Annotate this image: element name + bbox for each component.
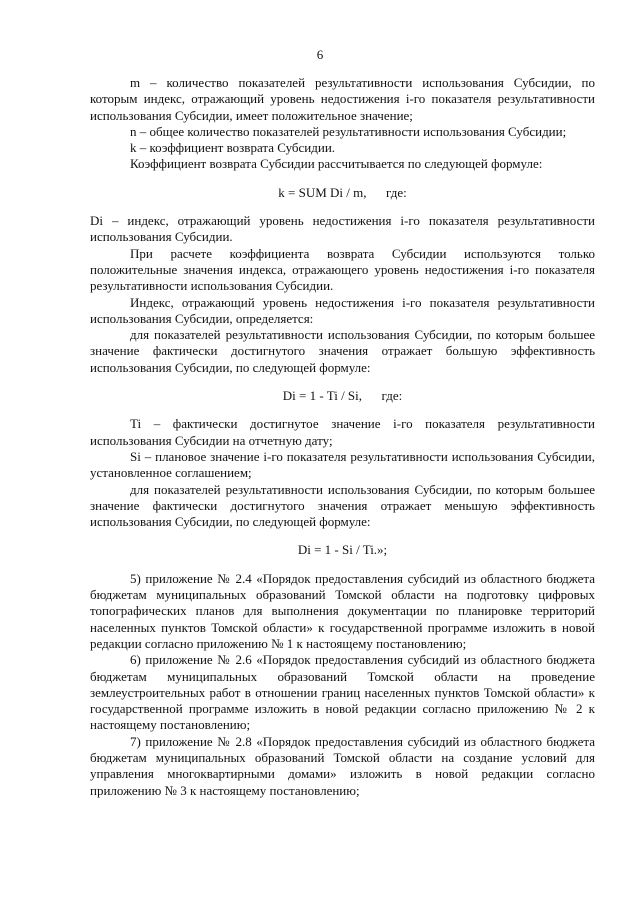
formula-di-si-ti: Di = 1 - Si / Ti.»; xyxy=(297,542,388,558)
paragraph-m-definition: m – количество показателей результативности использования Субсидии, по которым индекс, отражающий уровень недостижения i-го показателя результативности использования Субсидии, имеет положительное значение; xyxy=(90,75,595,123)
paragraph-greater-more-effective: для показателей результативности использования Субсидии, по которым большее значение фактически достигнутого значения отражает большую эффективность использования Субсидии, по следующей формуле: xyxy=(90,327,595,375)
paragraph-si-definition: Si – плановое значение i-го показателя результативности использования Субсидии, установленное соглашением; xyxy=(90,448,595,481)
document-body xyxy=(90,75,595,799)
paragraph-item-5: 5) приложение № 2.4 «Порядок предоставления субсидий из областного бюджета бюджетам муниципальных образований Томской области на подготовку цифровых топографических планов для выполнения документации по планировке территорий населенных пунктов Томской области» к государственной программе изложить в новой редакции согласно приложению № 1 к настоящему постановлению; xyxy=(90,570,595,651)
paragraph-index-determined: Индекс, отражающий уровень недостижения i-го показателя результативности использования Субсидии, определяется: xyxy=(90,294,595,326)
paragraph-n-definition: n – общее количество показателей результативности использования Субсидии; xyxy=(130,123,567,139)
paragraph-item-6: 6) приложение № 2.6 «Порядок предоставления субсидий из областного бюджета бюджетам муниципальных образований Томской области на проведение землеустроительных работ в отношении границ населенных пунктов Томской области» к государственной программе изложить в новой редакции согласно приложению № 2 к настоящему постановлению; xyxy=(90,652,595,733)
paragraph-item-7: 7) приложение № 2.8 «Порядок предоставления субсидий из областного бюджета бюджетам муниципальных образований Томской области на создание условий для управления многоквартирными домами» изложить в новой редакции согласно приложению № 3 к настоящему постановлению; xyxy=(90,733,595,798)
formula-di-ti-si: Di = 1 - Ti / Si, где: xyxy=(282,388,403,404)
paragraph-k-definition: k – коэффициент возврата Субсидии. xyxy=(130,140,336,156)
page-number: 6 xyxy=(316,47,324,62)
paragraph-ti-definition: Ti – фактически достигнутое значение i-го показателя результативности использования Субсидии на отчетную дату; xyxy=(90,416,595,448)
paragraph-di-definition: Di – индекс, отражающий уровень недостижения i-го показателя результативности использования Субсидии. xyxy=(90,213,595,245)
paragraph-k-formula-intro: Коэффициент возврата Субсидии рассчитывается по следующей формуле: xyxy=(130,156,543,172)
paragraph-positive-values: При расчете коэффициента возврата Субсидии используются только положительные значения индекса, отражающего уровень недостижения i-го показателя результативности использования Субсидии. xyxy=(90,245,595,294)
formula-k: k = SUM Di / m, где: xyxy=(278,184,407,200)
paragraph-greater-less-effective: для показателей результативности использования Субсидии, по которым большее значение фактически достигнутого значения отражает меньшую эффективность использования Субсидии, по следующей формуле: xyxy=(90,481,595,530)
